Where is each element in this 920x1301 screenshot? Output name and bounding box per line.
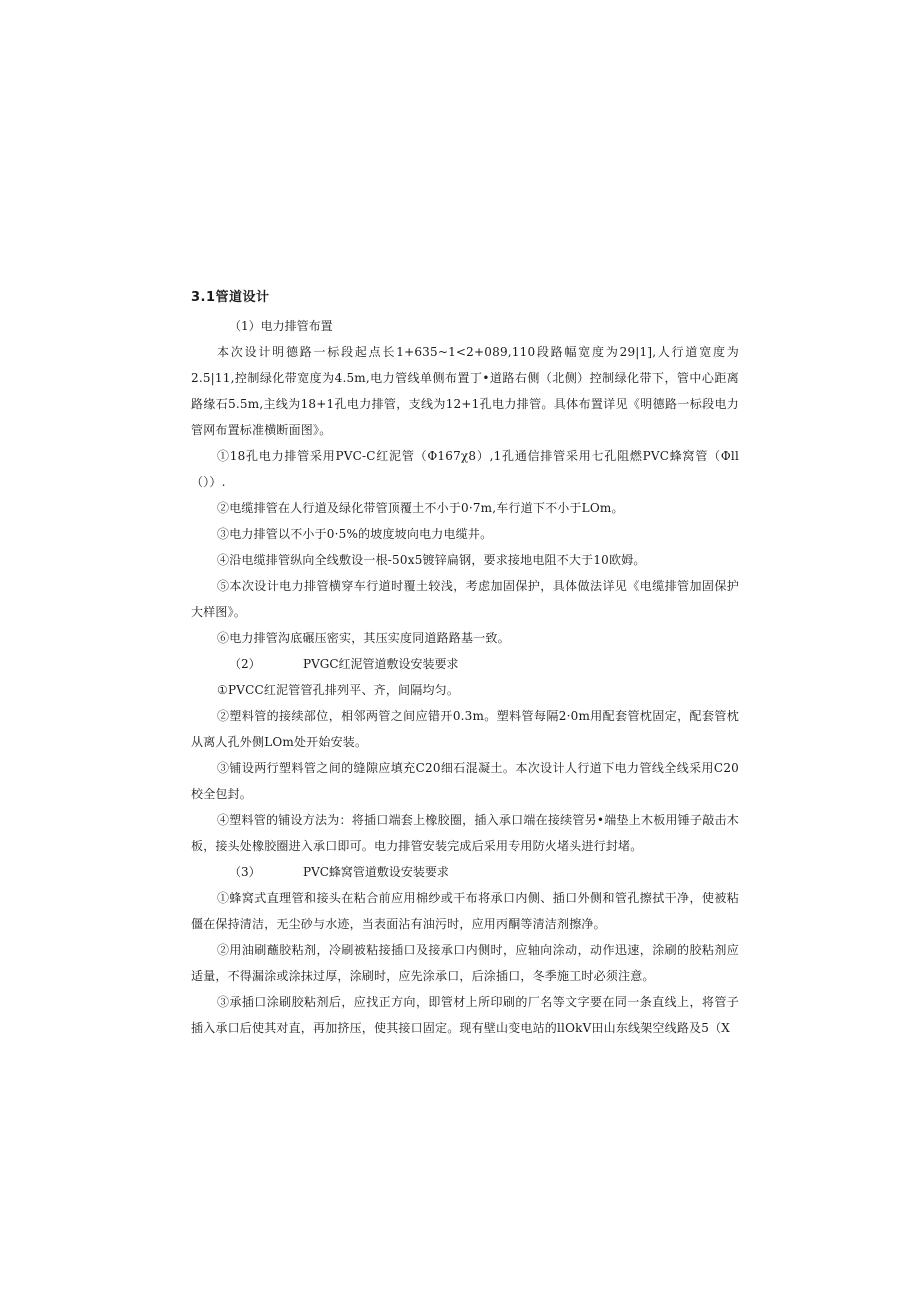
sub-heading-number: （3） [229, 865, 261, 879]
paragraph: ③铺设两行塑料管之间的缝隙应填充C20细石混凝土。本次设计人行道下电力管线全线采用C20校全包封。 [191, 761, 739, 801]
paragraph: ①蜂窝式直理管和接头在粘合前应用棉纱或干布将承口内侧、插口外侧和管孔擦拭干净，使被粘僵在保持清洁，无尘砂与水迹，当表面沾有油污时，应用丙酮等清洁剂擦净。 [191, 891, 739, 931]
sub-heading-text: PVC蜂窝管道敷设安装要求 [303, 865, 449, 879]
paragraph: 本次设计明德路一标段起点长1+635~1<2+089,110段路幅宽度为29|1],人行道宽度为2.5|11,控制绿化带宽度为4.5m,电力管线单侧布置丁•道路右侧（北侧）控制绿化带下，管中心距离路缘石5.5m,主线为18+1孔电力排管，支线为12+1孔电力排管。具体布置详见《明德路一标段电力管网布置标准横断面图》。 [191, 345, 739, 437]
paragraph: ⑥电力排管沟底碾压密实，其压实度同道路路基一致。 [217, 631, 510, 645]
sub-heading-text: PVGC红泥管道敷设安装要求 [303, 657, 459, 671]
sub-heading [191, 313, 739, 339]
paragraph: ①PVCC红泥管管孔排列平、齐，间隔均匀。 [217, 683, 460, 697]
paragraph: ②塑料管的接续部位，相邻两管之间应错开0.3m。塑料管每隔2·0m用配套管枕固定，配套管枕从离人孔外侧LOm处开始安装。 [191, 709, 739, 749]
paragraph: ③电力排管以不小于0·5%的坡度坡向电力电缆井。 [217, 527, 493, 541]
sub-heading [191, 859, 739, 885]
paragraph: ②用油刷蘸胶粘剂，冷刷被粘接插口及接承口内侧时，应轴向涂动，动作迅速，涂刷的胶粘剂应适量，不得漏涂或涂抹过厚，涂刷时，应先涂承口，后涂插口，冬季施工时必须注意。 [191, 943, 739, 983]
section-content [191, 313, 739, 1041]
paragraph: ①18孔电力排管采用PVC-C红泥管（Φ167χ8）,1孔通信排管采用七孔阻燃PVC蜂窝管（Φll（））. [191, 449, 739, 489]
paragraph: ⑤本次设计电力排管横穿车行道时覆土较浅，考虑加固保护，具体做法详见《电缆排管加固保护大样图》。 [191, 579, 739, 619]
document-body [191, 287, 739, 1041]
sub-heading-text: 电力排管布置 [260, 319, 333, 333]
sub-heading [191, 651, 739, 677]
paragraph: ③承插口涂刷胶粘剂后，应找正方向，即管材上所印刷的厂名等文字要在同一条直线上，将管子插入承口后使其对直，再加挤压，使其接口固定。现有壁山变电站的llOkV田山东线架空线路及5（X [191, 995, 739, 1035]
paragraph: ②电缆排管在人行道及绿化带管顶覆土不小于0·7m,车行道下不小于LOm。 [217, 501, 624, 515]
sub-heading-number: （1） [229, 319, 261, 333]
section-title: 3.1管道设计 [191, 290, 270, 305]
paragraph: ④塑料管的铺设方法为：将插口端套上橡胶圈，插入承口端在接续管另•端垫上木板用锤子敲击木板，接头处橡胶圈进入承口即可。电力排管安装完成后采用专用防火堵头进行封堵。 [191, 813, 739, 853]
paragraph: ④沿电缆排管纵向全线敷设一根-50x5镀锌扁钢，要求接地电阻不大于10欧姆。 [217, 553, 646, 567]
sub-heading-number: （2） [229, 657, 261, 671]
